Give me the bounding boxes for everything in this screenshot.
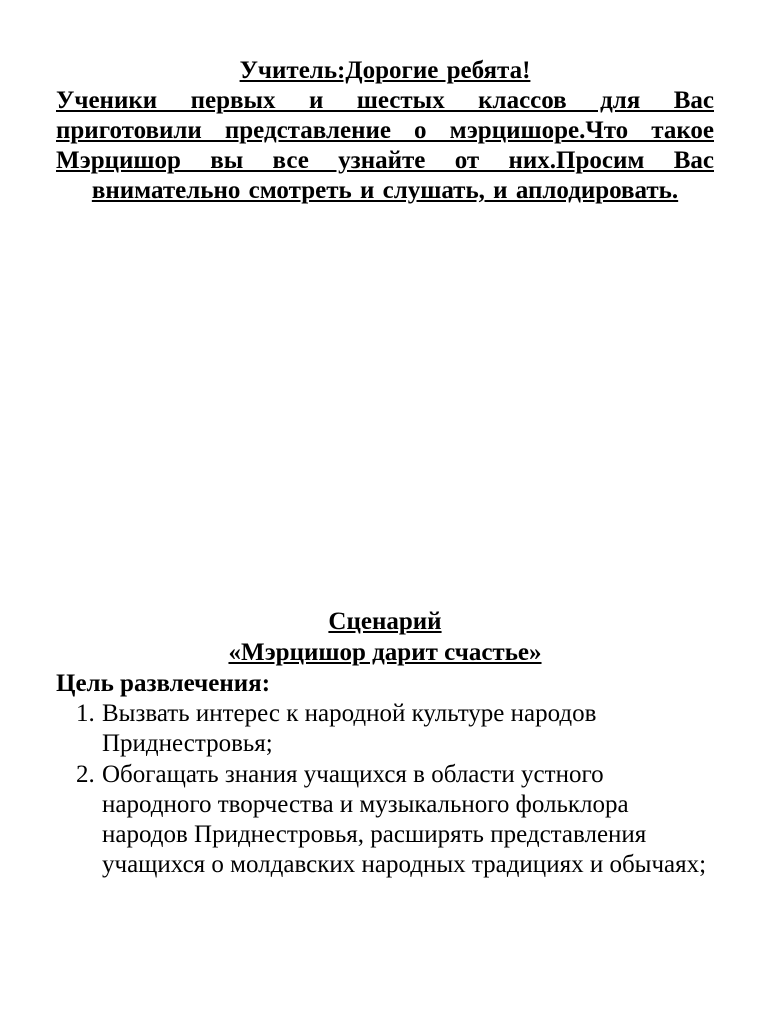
goal-text: Вызвать интерес к народной культуре народов Приднестровья; (102, 700, 597, 757)
goal-number: 1. (76, 700, 95, 727)
goal-item-1 (56, 699, 714, 759)
scenario-subtitle: «Мэрцишор дарит счастье» (228, 639, 542, 666)
scenario-title: Сценарий (328, 608, 442, 635)
goal-number: 2. (76, 761, 95, 788)
goal-text: Обогащать знания учащихся в области устного народного творчества и музыкального фольклора народов Приднестровья, расширять представления учащихся о молдавских народных традициях и обычаях; (102, 761, 707, 878)
goal-list (56, 699, 714, 880)
goal-item-2 (56, 760, 714, 880)
teacher-greeting: Учитель:Дорогие ребята! (239, 57, 531, 84)
teacher-announcement: Ученики первых и шестых классов для Вас приготовили представление о мэрцишоре.Что такое Мэрцишор вы все узнайте от них.Просим Вас внимательно смотреть и слушать, и аплодировать. (56, 87, 714, 204)
teacher-intro (56, 56, 714, 206)
scenario-section (56, 606, 714, 881)
goal-heading: Цель развлечения: (56, 670, 271, 697)
